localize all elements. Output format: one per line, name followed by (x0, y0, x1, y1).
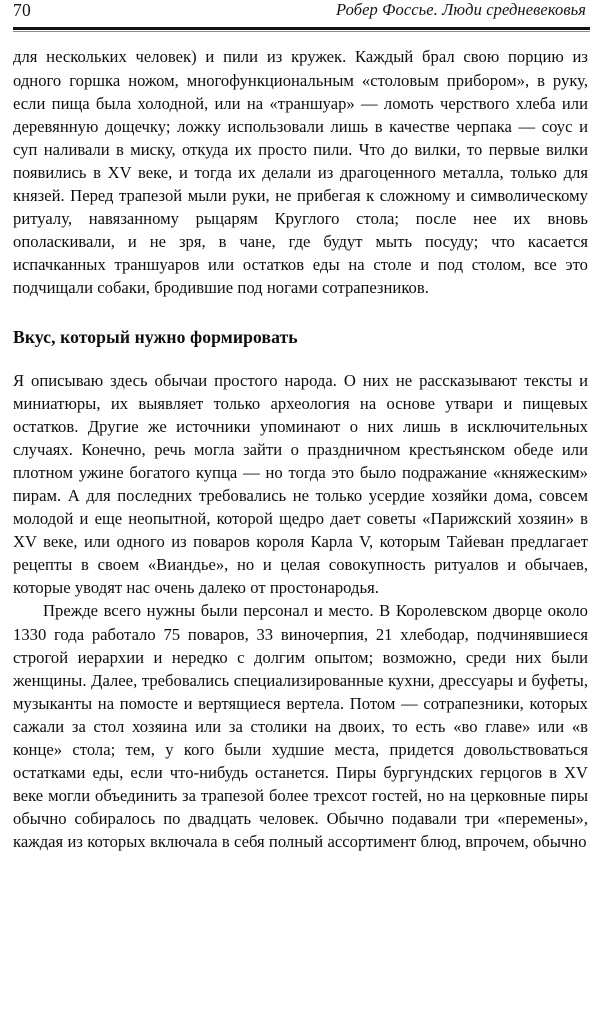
heading-space-below (13, 348, 588, 369)
header-rule-thin (13, 31, 590, 32)
section-heading: Вкус, который нужно формировать (13, 326, 298, 347)
page-number: 70 (13, 0, 31, 20)
running-head-title: Робер Фоссье. Люди средневековья (336, 0, 586, 19)
paragraph-body-1: Я описываю здесь обычаи простого народа. О них не рассказывают тексты и миниатюры, их выявляет только археология на основе утвари и пищевых остатков. Другие же источники упоминают о них лишь в исключительных случаях. Конечно, речь могла зайти о праздничном крестьянском обеде или плотном ужине богатого купца — но тогда это было подражание «княжеским» пирам. А для последних требовались не только усердие хозяйки дома, совсем молодой и еще неопытной, которой щедро дает советы «Парижский хозяин» в XV веке, или одного из поваров короля Карла V, которым Тайеван предлагает рецепты в своем «Виандье», но и целая совокупность ритуалов и обычаев, которые уводят нас очень далеко от простонародья. (13, 370, 588, 598)
body-text (13, 45, 588, 853)
paragraph-body-2: Прежде всего нужны были персонал и место. В Королевском дворце около 1330 года работало 75 поваров, 33 виночерпия, 21 хлебодар, подчинявшиеся строгой иерархии и нередко с долгим опытом; возможно, среди них были женщины. Далее, требовались специализированные кухни, дрессуары и буфеты, музыканты на помосте и вертящиеся вертела. Потом — сотрапезники, которых сажали за стол хозяина или за столики на двоих, то есть «во главе» или «в конце» стола; тем, у кого были худшие места, придется довольствоваться остатками еды, если что-нибудь останется. Пиры бургундских герцогов в XV веке могли объединить за трапезой более трехсот гостей, но на церковные пиры обычно собиралось по двадцать человек. Обычно подавали три «перемены», каждая из которых включала в себя полный ассортимент блюд, впрочем, обычно (13, 601, 588, 852)
header-double-rule (13, 27, 590, 32)
paragraph-continuation: для нескольких человек) и пили из кружек. Каждый брал свою порцию из одного горшка ножом, многофункциональным «столовым прибором», в руку, если пища была холодной, или на «траншуар» — ломоть черствого хлеба или деревянную дощечку; ложку использовали лишь в качестве черпака — соус и суп наливали в миску, откуда их просто пили. Что до вилки, то первые вилки появились в XV веке, и тогда их делали из драгоценного металла, только для князей. Перед трапезой мыли руки, не прибегая к сложному и символическому ритуалу, навязанному рыцарям Круглого стола; после нее их вновь ополаскивали, и не зря, в чане, где будут мыть посуду; что касается испачканных траншуаров или остатков еды на столе и под столом, все это подчищали собаки, бродившие под ногами сотрапезников. (13, 47, 588, 298)
heading-space-above (13, 300, 588, 326)
running-header (13, 0, 588, 26)
